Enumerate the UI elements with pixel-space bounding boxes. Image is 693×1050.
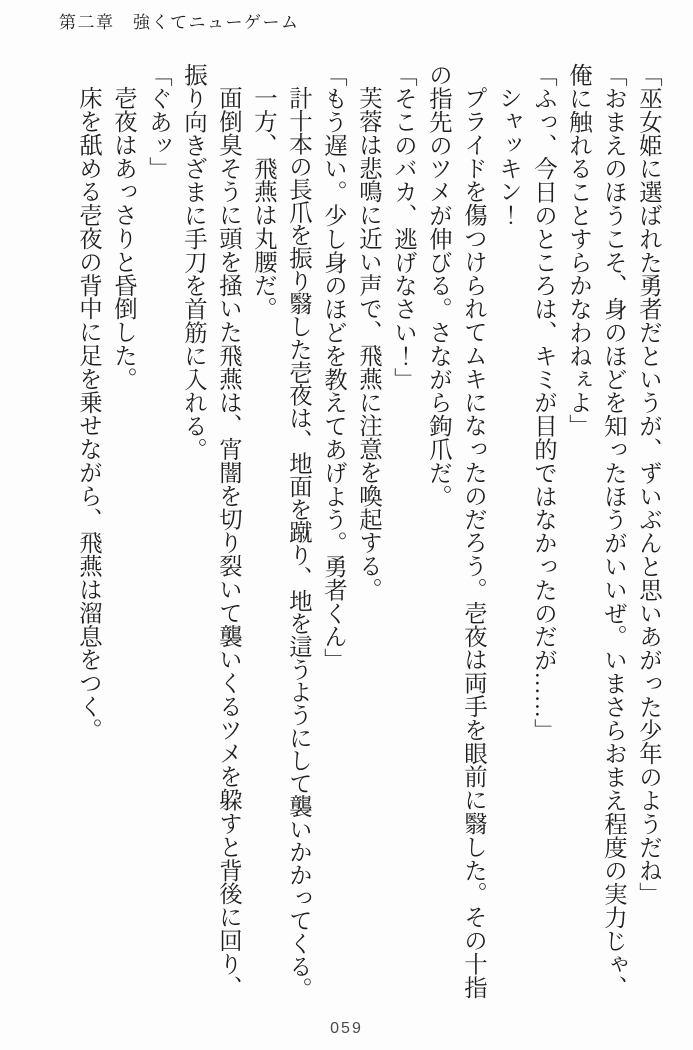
paragraph: 「おまえのほうこそ、身のほどを知ったほうがいいぜ。いまさらおまえ程度の実力じゃ、俺に触れることすらかなわねぇよ」 xyxy=(565,63,626,999)
chapter-running-head: 第二章 強くてニューゲーム xyxy=(59,13,300,32)
paragraph: 計十本の長爪を振り翳した壱夜は、地面を蹴り、地を這うようにして襲いかかってくる。 xyxy=(285,86,311,1001)
page-number: 059 xyxy=(330,1020,363,1037)
paragraph: 「ぐあッ」 xyxy=(145,63,171,180)
paragraph: 「そこのバカ、逃げなさい！」 xyxy=(390,63,416,391)
paragraph: 芙蓉は悲鳴に近い声で、飛燕に注意を喚起する。 xyxy=(355,86,381,602)
paragraph: 一方、飛燕は丸腰だ。 xyxy=(250,86,276,321)
paragraph: 床を舐める壱夜の背中に足を乗せながら、飛燕は溜息をつく。 xyxy=(75,86,101,742)
paragraph: シャッキン！ xyxy=(495,86,521,227)
paragraph: 「巫女姫に選ばれた勇者だというが、ずいぶんと思いあがった少年のようだね」 xyxy=(635,63,661,906)
paragraph: 面倒臭そうに頭を掻いた飛燕は、宵闇を切り裂いて襲いくるツメを躱すと背後に回り、振り向きざまに手刀を首筋に入れる。 xyxy=(180,63,241,999)
text-body xyxy=(69,63,665,1003)
paragraph: 「もう遅い。少し身のほどを教えてあげよう。勇者くん」 xyxy=(320,63,346,672)
paragraph: プライドを傷つけられてムキになったのだろう。壱夜は両手を眼前に翳した。その十指の指先のツメが伸びる。さながら鉤爪だ。 xyxy=(425,63,486,999)
paragraph: 「ふっ、今日のところは、キミが目的ではなかったのだが……」 xyxy=(530,63,556,742)
paragraph: 壱夜はあっさりと昏倒した。 xyxy=(110,86,136,391)
